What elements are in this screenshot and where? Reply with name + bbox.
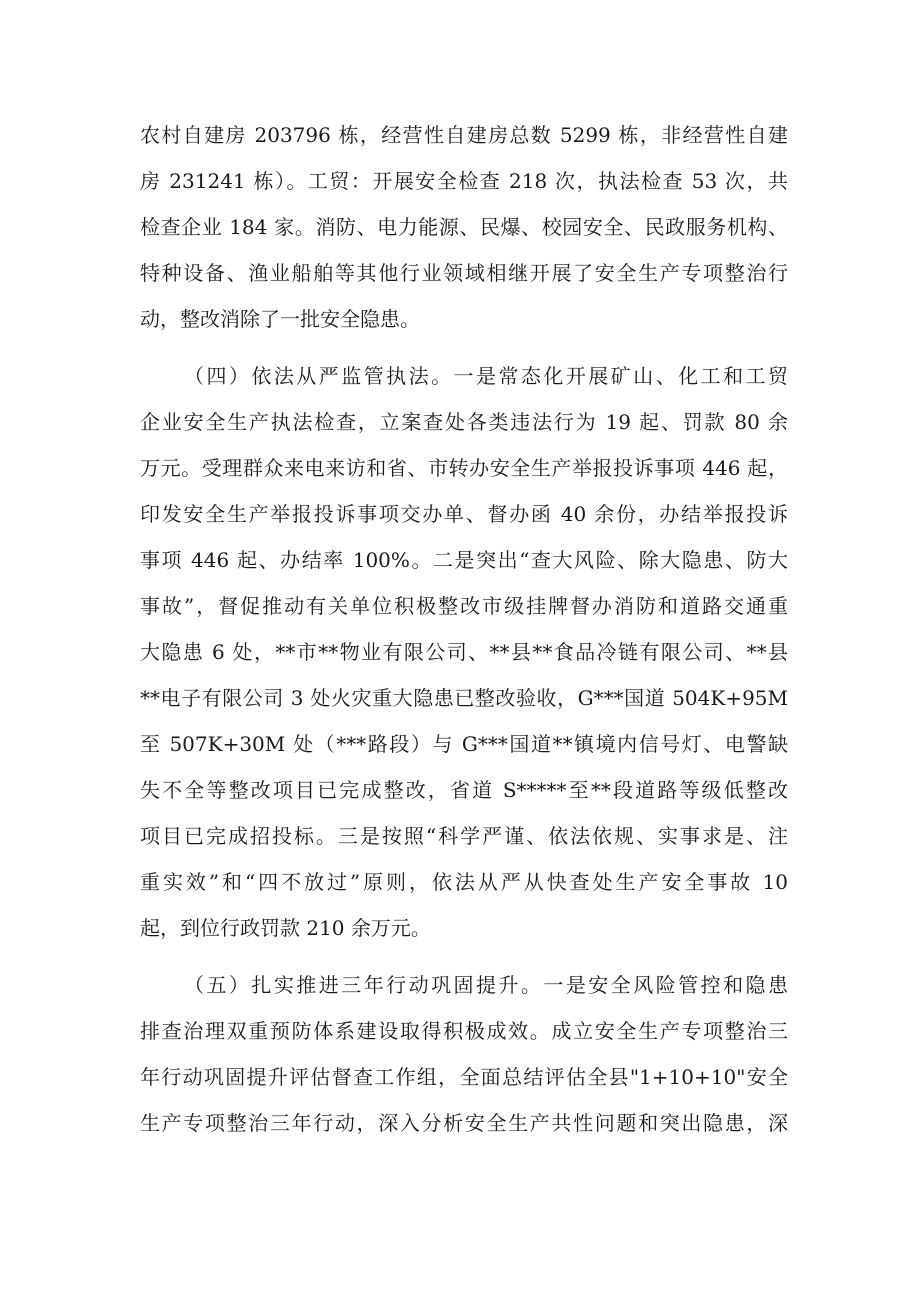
text-line: 事项 446 起、办结率 100%。二是突出“查大风险、除大隐患、防大 xyxy=(140,548,788,572)
text-line: 检查企业 184 家。消防、电力能源、民爆、校园安全、民政服务机构、 xyxy=(140,215,788,239)
paragraph-section-5 xyxy=(140,962,788,1146)
paragraph-heading-line: （四）依法从严监管执法。一是常态化开展矿山、化工和工贸 xyxy=(184,364,788,388)
text-line: 事故”，督促推动有关单位积极整改市级挂牌督办消防和道路交通重 xyxy=(140,594,788,618)
text-line: 动，整改消除了一批安全隐患。 xyxy=(140,307,420,331)
text-line: **电子有限公司 3 处火灾重大隐患已整改验收，G***国道 504K+95M xyxy=(140,686,788,710)
paragraph-continuation xyxy=(140,112,788,342)
text-line: 重实效”和“四不放过”原则，依法从严从快查处生产安全事故 10 xyxy=(140,870,788,894)
text-line: 万元。受理群众来电来访和省、市转办安全生产举报投诉事项 446 起， xyxy=(140,456,788,480)
text-line: 起，到位行政罚款 210 余万元。 xyxy=(140,916,431,940)
text-line: 排查治理双重预防体系建设取得积极成效。成立安全生产专项整治三 xyxy=(140,1019,788,1043)
text-line: 特种设备、渔业船舶等其他行业领域相继开展了安全生产专项整治行 xyxy=(140,261,788,285)
text-line: 失不全等整改项目已完成整改，省道 S*****至**段道路等级低整改 xyxy=(140,778,788,802)
text-line: 生产专项整治三年行动，深入分析安全生产共性问题和突出隐患，深 xyxy=(140,1111,788,1135)
text-line: 大隐患 6 处，**市**物业有限公司、**县**食品冷链有限公司、**县 xyxy=(140,640,788,664)
document-body xyxy=(140,112,788,1157)
text-line: 至 507K+30M 处（***路段）与 G***国道**镇境内信号灯、电警缺 xyxy=(140,732,788,756)
text-line: 年行动巩固提升评估督查工作组，全面总结评估全县"1+10+10"安全 xyxy=(140,1065,788,1089)
paragraph-heading-line: （五）扎实推进三年行动巩固提升。一是安全风险管控和隐患 xyxy=(184,973,788,997)
text-line: 印发安全生产举报投诉事项交办单、督办函 40 余份，办结举报投诉 xyxy=(140,502,788,526)
text-line: 农村自建房 203796 栋，经营性自建房总数 5299 栋，非经营性自建 xyxy=(140,123,788,147)
text-line: 房 231241 栋）。工贸：开展安全检查 218 次，执法检查 53 次，共 xyxy=(140,169,788,193)
paragraph-section-4 xyxy=(140,353,788,951)
text-line: 企业安全生产执法检查，立案查处各类违法行为 19 起、罚款 80 余 xyxy=(140,410,788,434)
text-line: 项目已完成招投标。三是按照“科学严谨、依法依规、实事求是、注 xyxy=(140,824,788,848)
